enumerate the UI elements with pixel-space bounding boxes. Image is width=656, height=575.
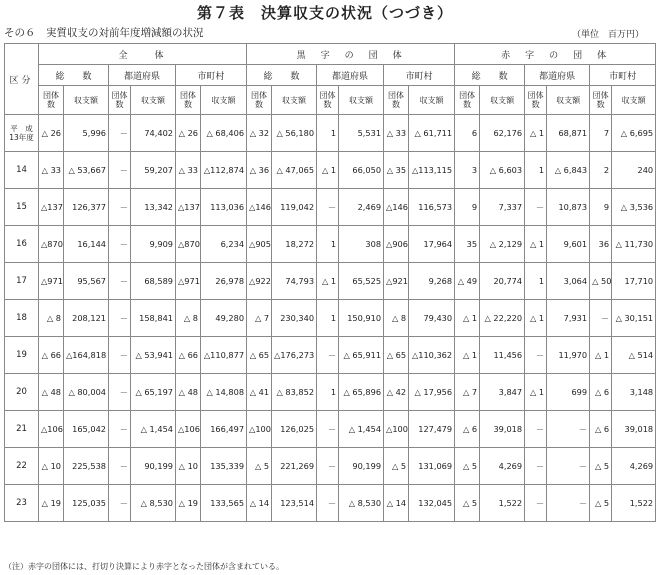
cell-balance-amount: －	[547, 485, 590, 522]
row-year: 18	[5, 300, 39, 337]
cell-dantai-count: 6	[455, 115, 480, 152]
row-year: 23	[5, 485, 39, 522]
cell-dantai-count: △870	[176, 226, 201, 263]
cell-balance-amount: 59,207	[131, 152, 176, 189]
cell-dantai-count: 9	[455, 189, 480, 226]
cell-dantai-count: 36	[590, 226, 612, 263]
cell-dantai-count: －	[109, 448, 131, 485]
cell-dantai-count: △ 5	[247, 448, 272, 485]
cell-balance-amount: △ 68,406	[201, 115, 247, 152]
cell-balance-amount: 4,269	[480, 448, 525, 485]
cell-balance-amount: 3,847	[480, 374, 525, 411]
cell-balance-amount: △164,818	[64, 337, 109, 374]
cell-balance-amount: 68,589	[131, 263, 176, 300]
header-col-dantai: 団体数	[525, 86, 547, 115]
cell-dantai-count: △106	[39, 411, 64, 448]
cell-dantai-count: －	[109, 115, 131, 152]
cell-balance-amount: 119,042	[272, 189, 317, 226]
cell-balance-amount: △ 8,530	[131, 485, 176, 522]
cell-balance-amount: 11,970	[547, 337, 590, 374]
cell-dantai-count: △ 6	[590, 411, 612, 448]
row-year: 15	[5, 189, 39, 226]
cell-dantai-count: △ 48	[176, 374, 201, 411]
cell-dantai-count: △106	[176, 411, 201, 448]
cell-balance-amount: △ 65,911	[339, 337, 384, 374]
cell-dantai-count: －	[109, 485, 131, 522]
cell-dantai-count: △921	[384, 263, 409, 300]
header-surplus-prefectures: 都道府県	[317, 65, 384, 86]
cell-balance-amount: △ 56,180	[272, 115, 317, 152]
cell-dantai-count: △ 1	[317, 263, 339, 300]
cell-dantai-count: －	[525, 337, 547, 374]
header-group-deficit: 赤 字 の 団 体	[455, 44, 656, 65]
table-row	[5, 337, 656, 374]
row-year: 19	[5, 337, 39, 374]
cell-balance-amount: 127,479	[409, 411, 455, 448]
cell-dantai-count: △ 19	[176, 485, 201, 522]
table-row	[5, 485, 656, 522]
cell-dantai-count: △137	[176, 189, 201, 226]
cell-dantai-count: △ 8	[384, 300, 409, 337]
cell-dantai-count: △ 1	[525, 300, 547, 337]
cell-dantai-count: △ 33	[39, 152, 64, 189]
header-surplus-total: 総 数	[247, 65, 317, 86]
header-col-shushi: 収支額	[339, 86, 384, 115]
cell-dantai-count: △146	[247, 189, 272, 226]
header-col-dantai: 団体数	[39, 86, 64, 115]
cell-dantai-count: －	[109, 226, 131, 263]
cell-dantai-count: △ 5	[590, 448, 612, 485]
cell-balance-amount: 5,531	[339, 115, 384, 152]
cell-balance-amount: △ 17,956	[409, 374, 455, 411]
cell-balance-amount: △110,362	[409, 337, 455, 374]
header-col-dantai: 団体数	[109, 86, 131, 115]
header-all-municipalities: 市町村	[176, 65, 247, 86]
cell-dantai-count: －	[109, 189, 131, 226]
table-row	[5, 152, 656, 189]
cell-dantai-count: 1	[317, 226, 339, 263]
cell-balance-amount: 13,342	[131, 189, 176, 226]
header-col-shushi: 収支額	[409, 86, 455, 115]
cell-balance-amount: 26,978	[201, 263, 247, 300]
cell-dantai-count: 35	[455, 226, 480, 263]
header-group-surplus: 黒 字 の 団 体	[247, 44, 455, 65]
cell-dantai-count: △ 5	[590, 485, 612, 522]
cell-balance-amount: △ 53,941	[131, 337, 176, 374]
header-col-dantai: 団体数	[590, 86, 612, 115]
cell-balance-amount: 4,269	[612, 448, 656, 485]
cell-balance-amount: 3,148	[612, 374, 656, 411]
cell-balance-amount: △176,273	[272, 337, 317, 374]
cell-balance-amount: －	[547, 411, 590, 448]
cell-balance-amount: 11,456	[480, 337, 525, 374]
cell-dantai-count: －	[109, 337, 131, 374]
cell-balance-amount: △112,874	[201, 152, 247, 189]
header-col-shushi: 収支額	[480, 86, 525, 115]
cell-dantai-count: △ 1	[525, 374, 547, 411]
cell-dantai-count: △100	[384, 411, 409, 448]
cell-balance-amount: 133,565	[201, 485, 247, 522]
cell-balance-amount: 699	[547, 374, 590, 411]
cell-balance-amount: 17,964	[409, 226, 455, 263]
cell-dantai-count: △ 50	[590, 263, 612, 300]
cell-balance-amount: 49,280	[201, 300, 247, 337]
cell-dantai-count: －	[317, 337, 339, 374]
cell-balance-amount: 95,567	[64, 263, 109, 300]
cell-dantai-count: 7	[590, 115, 612, 152]
header-all-prefectures: 都道府県	[109, 65, 176, 86]
cell-dantai-count: －	[109, 300, 131, 337]
cell-dantai-count: △ 48	[39, 374, 64, 411]
cell-dantai-count: 1	[317, 300, 339, 337]
table-row	[5, 374, 656, 411]
cell-dantai-count: △ 1	[317, 152, 339, 189]
cell-balance-amount: 113,036	[201, 189, 247, 226]
cell-balance-amount: 17,710	[612, 263, 656, 300]
row-year: 16	[5, 226, 39, 263]
balance-table	[4, 43, 656, 522]
cell-dantai-count: －	[109, 411, 131, 448]
table-row	[5, 189, 656, 226]
cell-balance-amount: △ 61,711	[409, 115, 455, 152]
row-year: 17	[5, 263, 39, 300]
table-row	[5, 226, 656, 263]
page-title: 第７表 決算収支の状況（つづき）	[196, 4, 453, 22]
cell-dantai-count: △ 1	[525, 226, 547, 263]
cell-balance-amount: 10,873	[547, 189, 590, 226]
cell-dantai-count: △ 49	[455, 263, 480, 300]
cell-balance-amount: △ 65,896	[339, 374, 384, 411]
cell-balance-amount: 123,514	[272, 485, 317, 522]
cell-dantai-count: －	[317, 448, 339, 485]
cell-balance-amount: 1,522	[480, 485, 525, 522]
cell-dantai-count: △ 14	[247, 485, 272, 522]
cell-balance-amount: 9,268	[409, 263, 455, 300]
cell-balance-amount: △ 80,004	[64, 374, 109, 411]
cell-balance-amount: △ 83,852	[272, 374, 317, 411]
header-col-dantai: 団体数	[384, 86, 409, 115]
cell-balance-amount: 150,910	[339, 300, 384, 337]
row-year: 平 成 13年度	[5, 115, 39, 152]
cell-balance-amount: 9,601	[547, 226, 590, 263]
cell-dantai-count: －	[317, 189, 339, 226]
cell-dantai-count: △ 14	[384, 485, 409, 522]
cell-balance-amount: △ 1,454	[339, 411, 384, 448]
cell-dantai-count: △137	[39, 189, 64, 226]
cell-dantai-count: △ 6	[590, 374, 612, 411]
cell-dantai-count: 1	[525, 263, 547, 300]
cell-balance-amount: 20,774	[480, 263, 525, 300]
unit-label: （単位 百万円）	[571, 30, 644, 40]
header-col-shushi: 収支額	[64, 86, 109, 115]
cell-balance-amount: 7,931	[547, 300, 590, 337]
cell-dantai-count: △100	[247, 411, 272, 448]
cell-dantai-count: △905	[247, 226, 272, 263]
cell-dantai-count: △ 26	[39, 115, 64, 152]
cell-dantai-count: △ 5	[455, 485, 480, 522]
cell-balance-amount: △ 1,454	[131, 411, 176, 448]
cell-balance-amount: △ 11,730	[612, 226, 656, 263]
header-all-total: 総 数	[39, 65, 109, 86]
header-col-shushi: 収支額	[201, 86, 247, 115]
cell-dantai-count: －	[590, 300, 612, 337]
cell-dantai-count: △ 41	[247, 374, 272, 411]
cell-dantai-count: △ 1	[525, 115, 547, 152]
table-row	[5, 448, 656, 485]
cell-balance-amount: △ 8,530	[339, 485, 384, 522]
cell-dantai-count: 1	[317, 374, 339, 411]
cell-balance-amount: △ 6,603	[480, 152, 525, 189]
cell-balance-amount: 9,909	[131, 226, 176, 263]
header-col-shushi: 収支額	[131, 86, 176, 115]
cell-balance-amount: 225,538	[64, 448, 109, 485]
cell-dantai-count: △ 65	[384, 337, 409, 374]
cell-balance-amount: 90,199	[131, 448, 176, 485]
cell-dantai-count: △ 6	[455, 411, 480, 448]
cell-dantai-count: △ 33	[176, 152, 201, 189]
cell-dantai-count: △ 65	[247, 337, 272, 374]
cell-dantai-count: －	[525, 411, 547, 448]
cell-dantai-count: －	[525, 485, 547, 522]
cell-balance-amount: 68,871	[547, 115, 590, 152]
cell-dantai-count: △ 36	[247, 152, 272, 189]
header-col-dantai: 団体数	[247, 86, 272, 115]
cell-balance-amount: △ 514	[612, 337, 656, 374]
cell-balance-amount: 230,340	[272, 300, 317, 337]
cell-balance-amount: △ 6,843	[547, 152, 590, 189]
cell-dantai-count: △ 10	[176, 448, 201, 485]
cell-dantai-count: －	[525, 189, 547, 226]
cell-balance-amount: 1,522	[612, 485, 656, 522]
cell-balance-amount: △ 65,197	[131, 374, 176, 411]
cell-balance-amount: 2,469	[339, 189, 384, 226]
cell-dantai-count: 9	[590, 189, 612, 226]
cell-dantai-count: △ 8	[176, 300, 201, 337]
cell-dantai-count: △ 26	[176, 115, 201, 152]
cell-dantai-count: －	[109, 374, 131, 411]
cell-dantai-count: △ 5	[455, 448, 480, 485]
cell-balance-amount: 79,430	[409, 300, 455, 337]
cell-balance-amount: 126,025	[272, 411, 317, 448]
cell-balance-amount: 3,064	[547, 263, 590, 300]
cell-balance-amount: 208,121	[64, 300, 109, 337]
cell-balance-amount: 39,018	[480, 411, 525, 448]
cell-dantai-count: －	[317, 485, 339, 522]
header-deficit-municipalities: 市町村	[590, 65, 656, 86]
cell-dantai-count: －	[317, 411, 339, 448]
cell-balance-amount: 221,269	[272, 448, 317, 485]
cell-balance-amount: 158,841	[131, 300, 176, 337]
row-year: 14	[5, 152, 39, 189]
cell-dantai-count: △ 1	[590, 337, 612, 374]
header-col-dantai: 団体数	[455, 86, 480, 115]
table-row	[5, 263, 656, 300]
cell-balance-amount: 308	[339, 226, 384, 263]
header-deficit-prefectures: 都道府県	[525, 65, 590, 86]
row-year: 21	[5, 411, 39, 448]
cell-balance-amount: 7,337	[480, 189, 525, 226]
header-group-all: 全 体	[39, 44, 247, 65]
cell-dantai-count: △ 19	[39, 485, 64, 522]
cell-balance-amount: 74,402	[131, 115, 176, 152]
row-year: 20	[5, 374, 39, 411]
cell-balance-amount: △ 53,667	[64, 152, 109, 189]
header-col-shushi: 収支額	[612, 86, 656, 115]
cell-dantai-count: △ 10	[39, 448, 64, 485]
cell-dantai-count: －	[109, 152, 131, 189]
cell-balance-amount: 62,176	[480, 115, 525, 152]
cell-dantai-count: －	[525, 448, 547, 485]
header-kubun: 区分	[5, 44, 39, 115]
table-row	[5, 115, 656, 152]
cell-dantai-count: △ 35	[384, 152, 409, 189]
cell-dantai-count: 3	[455, 152, 480, 189]
header-col-dantai: 団体数	[317, 86, 339, 115]
cell-dantai-count: △146	[384, 189, 409, 226]
cell-balance-amount: △ 3,536	[612, 189, 656, 226]
cell-dantai-count: △ 1	[455, 300, 480, 337]
cell-balance-amount: 240	[612, 152, 656, 189]
cell-balance-amount: 166,497	[201, 411, 247, 448]
cell-balance-amount: 90,199	[339, 448, 384, 485]
cell-balance-amount: 65,525	[339, 263, 384, 300]
cell-balance-amount: △ 2,129	[480, 226, 525, 263]
cell-dantai-count: △922	[247, 263, 272, 300]
cell-balance-amount: 116,573	[409, 189, 455, 226]
cell-dantai-count: 2	[590, 152, 612, 189]
row-year: 22	[5, 448, 39, 485]
cell-dantai-count: △ 7	[247, 300, 272, 337]
cell-dantai-count: △ 66	[39, 337, 64, 374]
cell-balance-amount: 39,018	[612, 411, 656, 448]
footnote: （注）赤字の団体には、打切り決算により赤字となった団体が含まれている。	[4, 562, 284, 571]
cell-balance-amount: △113,115	[409, 152, 455, 189]
cell-dantai-count: △ 42	[384, 374, 409, 411]
cell-dantai-count: △ 7	[455, 374, 480, 411]
cell-balance-amount: △ 47,065	[272, 152, 317, 189]
table-row	[5, 411, 656, 448]
cell-dantai-count: △906	[384, 226, 409, 263]
cell-balance-amount: 135,339	[201, 448, 247, 485]
cell-balance-amount: △ 30,151	[612, 300, 656, 337]
cell-balance-amount: 5,996	[64, 115, 109, 152]
cell-balance-amount: 165,042	[64, 411, 109, 448]
cell-balance-amount: －	[547, 448, 590, 485]
cell-dantai-count: △870	[39, 226, 64, 263]
cell-dantai-count: △ 33	[384, 115, 409, 152]
cell-dantai-count: 1	[317, 115, 339, 152]
cell-balance-amount: 6,234	[201, 226, 247, 263]
cell-balance-amount: △ 6,695	[612, 115, 656, 152]
cell-dantai-count: △971	[39, 263, 64, 300]
cell-balance-amount: △ 14,808	[201, 374, 247, 411]
cell-balance-amount: 125,035	[64, 485, 109, 522]
cell-balance-amount: △110,877	[201, 337, 247, 374]
cell-balance-amount: 16,144	[64, 226, 109, 263]
header-surplus-municipalities: 市町村	[384, 65, 455, 86]
header-col-dantai: 団体数	[176, 86, 201, 115]
cell-dantai-count: △ 66	[176, 337, 201, 374]
cell-balance-amount: 126,377	[64, 189, 109, 226]
cell-balance-amount: 132,045	[409, 485, 455, 522]
cell-dantai-count: △ 5	[384, 448, 409, 485]
cell-dantai-count: △971	[176, 263, 201, 300]
cell-balance-amount: 131,069	[409, 448, 455, 485]
header-col-shushi: 収支額	[272, 86, 317, 115]
table-row	[5, 300, 656, 337]
cell-dantai-count: △ 8	[39, 300, 64, 337]
cell-balance-amount: 66,050	[339, 152, 384, 189]
cell-balance-amount: 74,793	[272, 263, 317, 300]
cell-dantai-count: △ 1	[455, 337, 480, 374]
cell-dantai-count: －	[109, 263, 131, 300]
header-deficit-total: 総 数	[455, 65, 525, 86]
table-subtitle: その６ 実質収支の対前年度増減額の状況	[4, 27, 204, 39]
cell-dantai-count: △ 32	[247, 115, 272, 152]
cell-dantai-count: 1	[525, 152, 547, 189]
cell-balance-amount: 18,272	[272, 226, 317, 263]
header-col-shushi: 収支額	[547, 86, 590, 115]
cell-balance-amount: △ 22,220	[480, 300, 525, 337]
